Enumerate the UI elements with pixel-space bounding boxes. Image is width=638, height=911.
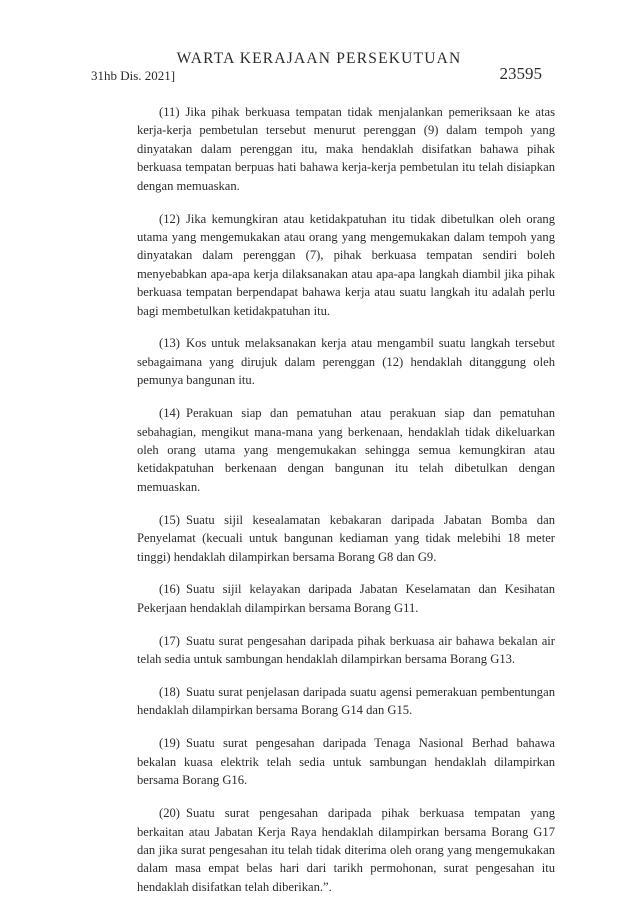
paragraph-number: (16) — [159, 582, 180, 597]
paragraph-number: (12) — [159, 211, 180, 226]
paragraph-19 — [137, 734, 555, 789]
paragraph-14 — [137, 404, 555, 496]
document-body — [137, 103, 555, 911]
paragraph-13 — [137, 334, 555, 389]
paragraph-text: Suatu surat pengesahan daripada Tenaga Nasional Berhad bahawa bekalan kuasa elektrik telah sedia untuk sambungan hendaklah dilampirkan bersama Borang G16. — [137, 736, 555, 788]
paragraph-text: Kos untuk melaksanakan kerja atau mengambil suatu langkah tersebut sebagaimana yang dirujuk dalam perenggan (12) hendaklah ditanggung oleh pemunya bangunan itu. — [137, 336, 555, 388]
paragraph-text: Perakuan siap dan pematuhan atau perakuan siap dan pematuhan sebahagian, mengikut mana-mana yang berkenaan, hendaklah tidak dikeluarkan oleh orang utama yang mengemukakan sehingga semua kemungkiran atau ketidakpatuhan berkenaan dengan bangunan itu telah dibetulkan dengan memuaskan. — [137, 406, 555, 494]
paragraph-number: (13) — [159, 336, 180, 351]
paragraph-11 — [137, 103, 555, 195]
paragraph-number: (18) — [159, 685, 180, 700]
gazette-title: WARTA KERAJAAN PERSEKUTUAN — [176, 50, 462, 67]
paragraph-number: (15) — [159, 512, 180, 527]
paragraph-15 — [137, 511, 555, 566]
paragraph-number: (17) — [159, 633, 180, 648]
paragraph-17 — [137, 632, 555, 669]
paragraph-number: (19) — [159, 736, 180, 751]
paragraph-text: Suatu surat pengesahan daripada pihak berkuasa air bahawa bekalan air telah sedia untuk sambungan hendaklah dilampirkan bersama Borang G13. — [137, 633, 555, 667]
paragraph-number: (14) — [159, 406, 180, 421]
paragraph-16 — [137, 580, 555, 617]
paragraph-20 — [137, 804, 555, 896]
page-number: 23595 — [499, 64, 542, 83]
paragraph-18 — [137, 683, 555, 720]
paragraph-number: (20) — [159, 806, 180, 821]
paragraph-number: (11) — [159, 105, 180, 119]
paragraph-text: Suatu sijil kesealamatan kebakaran daripada Jabatan Bomba dan Penyelamat (kecuali untuk bangunan kediaman yang tidak melebihi 18 meter tinggi) hendaklah dilampirkan bersama Borang G8 dan G9. — [137, 512, 555, 564]
paragraph-text: Suatu surat pengesahan daripada pihak berkuasa tempatan yang berkaitan atau Jabatan Kerja Raya hendaklah dilampirkan bersama Borang G17 dan jika surat pengesahan itu telah tidak diterima oleh orang yang mengemukakan dalam masa empat belas hari dari tarikh permohonan, surat pengesahan itu hendaklah disifatkan telah diberikan.”. — [137, 806, 555, 894]
paragraph-12 — [137, 210, 555, 320]
paragraph-text: Suatu surat penjelasan daripada suatu agensi pemerakuan pembentungan hendaklah dilampirkan bersama Borang G14 dan G15. — [137, 685, 555, 718]
gazette-date: 31hb Dis. 2021] — [91, 68, 176, 83]
paragraph-text: Suatu sijil kelayakan daripada Jabatan Keselamatan dan Kesihatan Pekerjaan hendaklah dilampirkan bersama Borang G11. — [137, 582, 555, 615]
paragraph-text: Jika pihak berkuasa tempatan tidak menjalankan pemeriksaan ke atas kerja-kerja pembetulan tersebut menurut perenggan (9) dalam tempoh yang dinyatakan dalam perenggan itu, maka hendaklah disifatkan bahawa pihak berkuasa tempatan berpuas hati bahawa kerja-kerja pembetulan itu telah disiapkan dengan memuaskan. — [137, 105, 555, 193]
paragraph-text: Jika kemungkiran atau ketidakpatuhan itu tidak dibetulkan oleh orang utama yang mengemukakan atau orang yang mengemukakan dalam tempoh yang dinyatakan dalam perenggan (7), pihak berkuasa tempatan sendiri boleh menyebabkan apa-apa kerja dilaksanakan atau apa-apa langkah diambil jika pihak berkuasa tempatan berpendapat bahawa kerja atau suatu langkah itu adalah perlu bagi membetulkan ketidakpatuhan itu. — [137, 211, 555, 318]
